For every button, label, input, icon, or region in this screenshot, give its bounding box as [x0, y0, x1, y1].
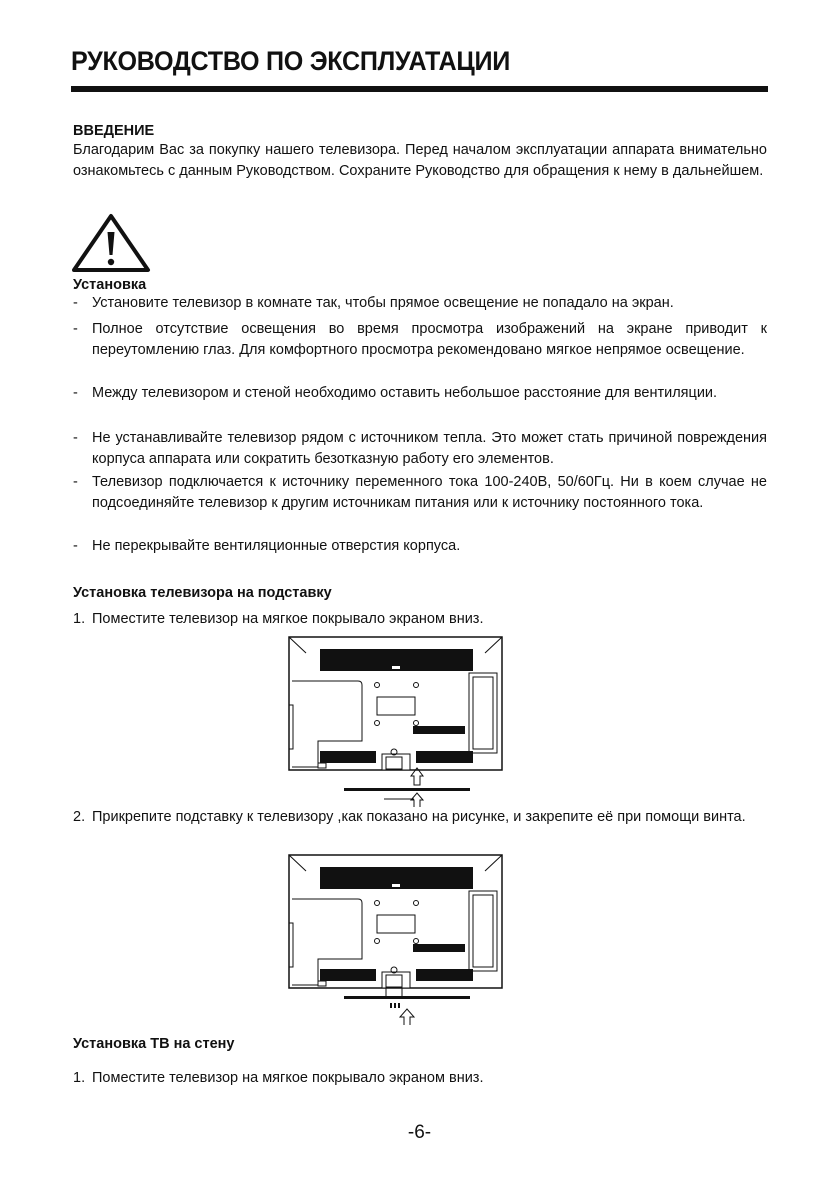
step-text: Поместите телевизор на мягкое покрывало экраном вниз. [92, 611, 484, 627]
bullet-dash: - [73, 474, 78, 490]
bullet-text: Между телевизором и стеной необходимо оставить небольшое расстояние для вентиляции. [92, 385, 718, 401]
list-item [73, 609, 767, 630]
list-item [73, 383, 767, 404]
page-number: -6- [407, 1122, 432, 1143]
wall-heading: Установка ТВ на стену [73, 1036, 235, 1052]
install-heading: Установка [73, 277, 147, 293]
list-item [73, 807, 767, 828]
list-item [73, 428, 767, 470]
page-title: РУКОВОДСТВО ПО ЭКСПЛУАТАЦИИ [71, 46, 510, 76]
bullet-text: Телевизор подключается к источнику переменного тока 100-240В, 50/60Гц. Ни в коем случае не подсоединяйте телевизор к другим источникам питания или к источнику постоянного тока. [92, 474, 767, 511]
bullet-dash: - [73, 295, 78, 311]
step-number: 1. [73, 611, 86, 627]
warning-icon [70, 212, 152, 274]
step-text: Прикрепите подставку к телевизору ,как показано на рисунке, и закрепите её при помощи винта. [92, 809, 746, 825]
list-item [73, 1068, 767, 1089]
bullet-dash: - [73, 538, 78, 554]
tv-back-figure-stand-attached [288, 853, 503, 1025]
bullet-text: Не устанавливайте телевизор рядом с источником тепла. Это может стать причиной повреждения корпуса аппарата или сократить безотказную работу его элементов. [92, 430, 767, 467]
intro-heading: ВВЕДЕНИЕ [73, 123, 155, 139]
bullet-text: Не перекрывайте вентиляционные отверстия корпуса. [92, 538, 461, 554]
step-number: 2. [73, 809, 86, 825]
title-rule [71, 86, 768, 92]
list-item [73, 319, 767, 361]
bullet-dash: - [73, 430, 78, 446]
list-item [73, 536, 767, 557]
bullet-dash: - [73, 321, 78, 337]
bullet-text: Установите телевизор в комнате так, чтобы прямое освещение не попадало на экран. [92, 295, 674, 311]
list-item [73, 293, 767, 314]
step-number: 1. [73, 1070, 86, 1086]
list-item [73, 472, 767, 514]
bullet-dash: - [73, 385, 78, 401]
step-text: Поместите телевизор на мягкое покрывало экраном вниз. [92, 1070, 484, 1086]
tv-back-figure-stand-detached [288, 635, 503, 807]
bullet-text: Полное отсутствие освещения во время просмотра изображений на экране приводит к переутомлению глаз. Для комфортного просмотра рекомендовано мягкое непрямое освещение. [92, 321, 767, 358]
stand-heading: Установка телевизора на подставку [73, 585, 332, 601]
intro-text: Благодарим Вас за покупку нашего телевизора. Перед началом эксплуатации аппарата внимательно ознакомьтесь с данным Руководством. Сохраните Руководство для обращения к нему в дальнейшем. [73, 142, 767, 179]
